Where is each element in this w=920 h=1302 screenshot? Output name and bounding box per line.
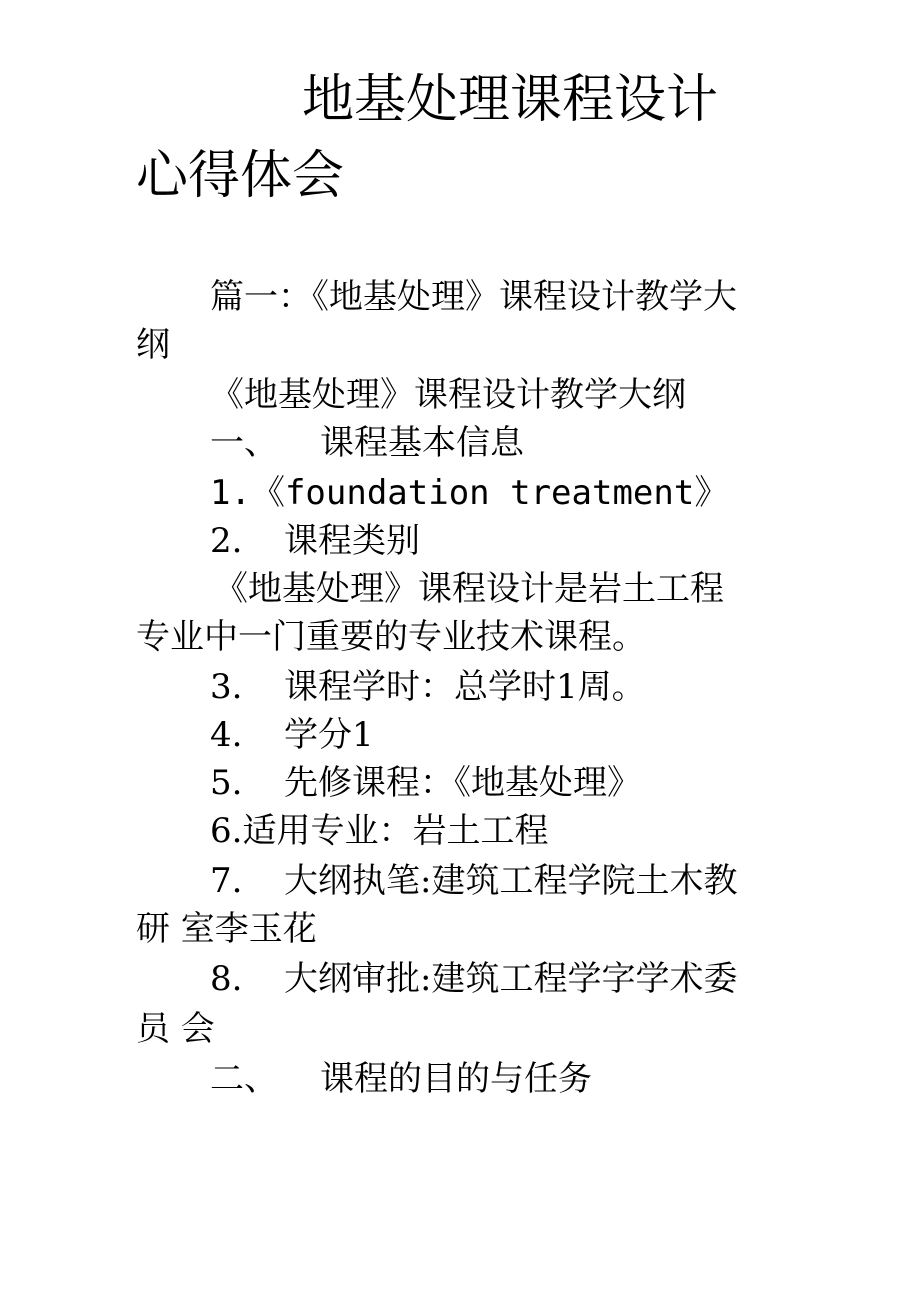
item-8-number: 8. [210,959,243,999]
part1-label: 一、 [210,423,278,463]
item-1: 1.《foundation treatment》 [210,473,729,513]
item-8-text-line2: 员 会 [136,1009,215,1049]
item-4-number: 4. [210,715,243,755]
item-2-number: 2. [210,521,243,561]
part2-title: 课程的目的与任务 [320,1059,592,1099]
section-heading-line1: 篇一：《地基处理》课程设计教学大 [210,277,737,317]
item-8-text-line1: 大纲审批:建筑工程学字学术委 [284,959,738,999]
section-heading-line2: 纲 [136,325,170,365]
document-title-line2: 心得体会 [136,146,345,206]
item-4-text: 学分1 [284,715,374,755]
item-2-text: 课程类别 [284,521,420,561]
item-5-number: 5. [210,763,243,803]
document-title-line1: 地基处理课程设计 [302,70,719,130]
item-2-desc-line2: 专业中一门重要的专业技术课程。 [136,617,646,657]
item-3-text: 课程学时：总学时1周。 [284,667,646,707]
part1-title: 课程基本信息 [320,423,524,463]
item-7-number: 7. [210,861,243,901]
syllabus-subtitle: 《地基处理》课程设计教学大纲 [210,375,686,415]
item-3-number: 3. [210,667,243,707]
item-7-text-line2: 研 室李玉花 [136,909,317,949]
item-2-desc-line1: 《地基处理》课程设计是岩土工程 [214,569,724,609]
item-5-text: 先修课程：《地基处理》 [284,763,641,803]
item-7-text-line1: 大纲执笔:建筑工程学院土木教 [284,861,738,901]
item-6: 6.适用专业：岩土工程 [210,811,549,851]
part2-label: 二、 [210,1059,278,1099]
